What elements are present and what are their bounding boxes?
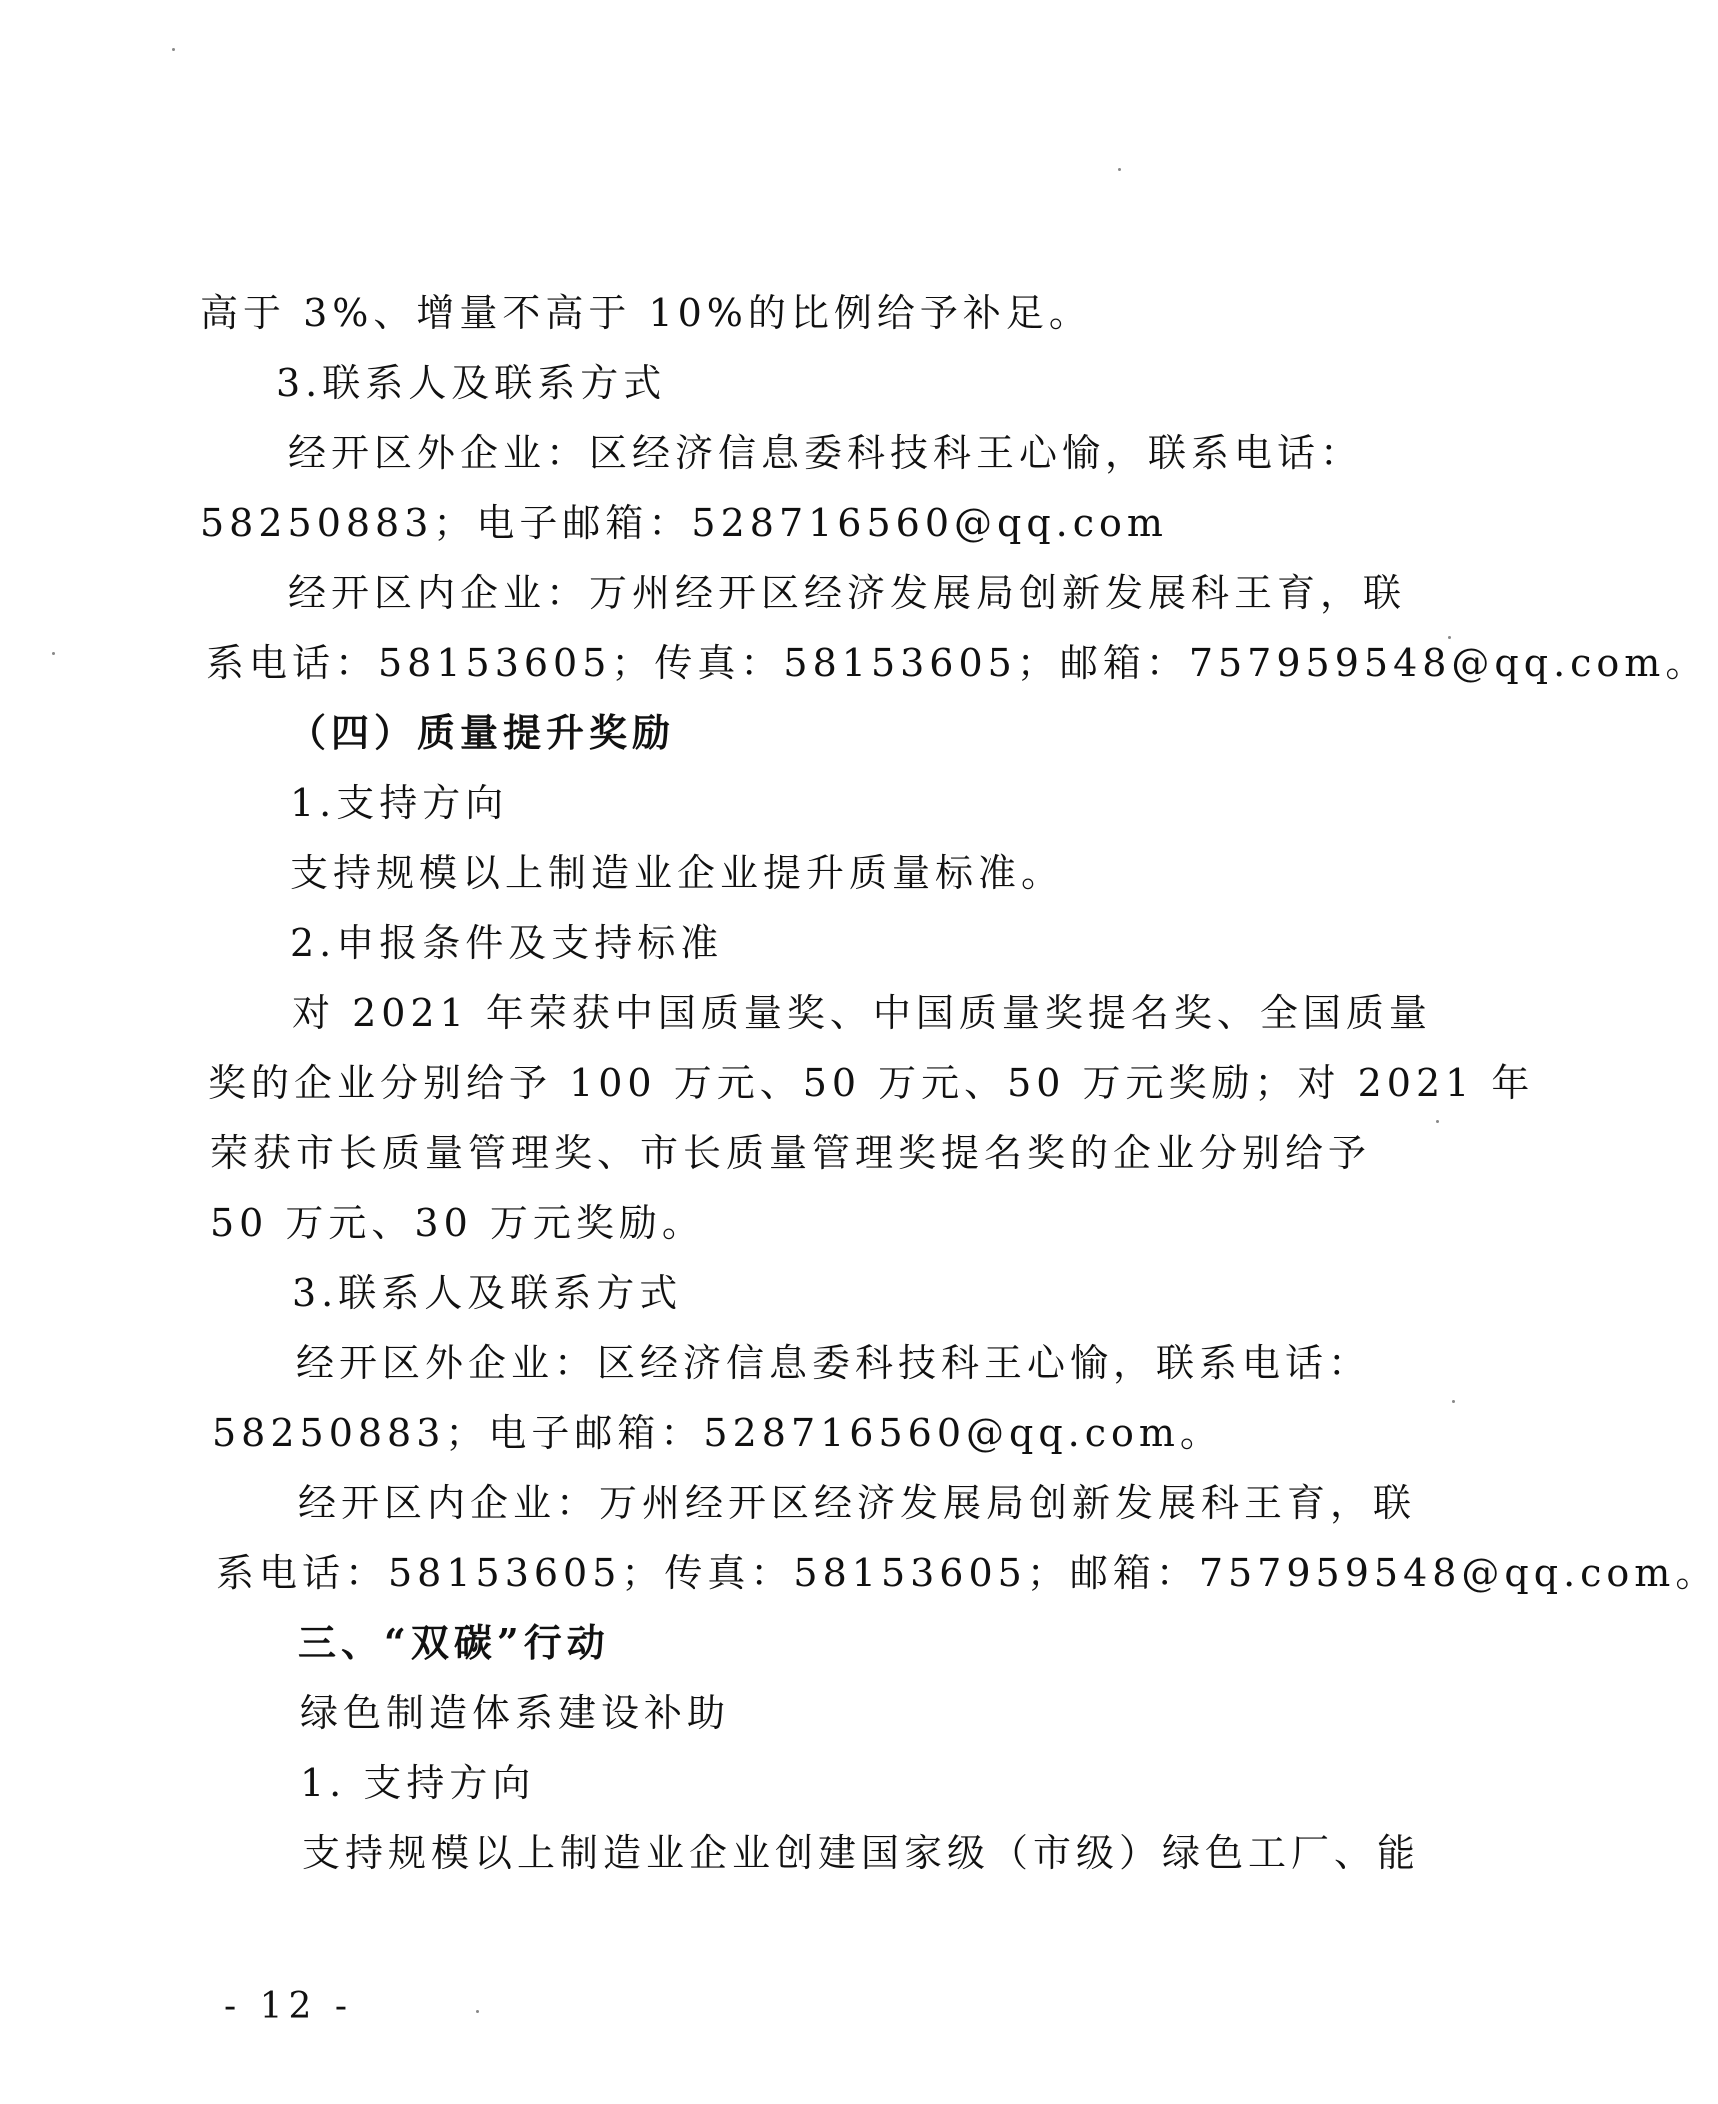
scan-speck <box>1452 1400 1455 1403</box>
text-line-2: 3.联系人及联系方式 <box>276 361 667 405</box>
text-line-19: 系电话：58153605；传真：58153605；邮箱：757959548@qq.com。 <box>216 1551 1718 1595</box>
text-line-5: 经开区内企业：万州经开区经济发展局创新发展科王育，联 <box>288 571 1407 615</box>
text-line-6: 系电话：58153605；传真：58153605；邮箱：757959548@qq.com。 <box>206 641 1709 685</box>
section-heading-dual-carbon: 三、“双碳”行动 <box>298 1620 610 1665</box>
scan-speck <box>52 652 55 655</box>
text-line-4: 58250883；电子邮箱：528716560@qq.com <box>200 501 1168 545</box>
text-line-22: 1. 支持方向 <box>300 1761 536 1805</box>
scan-speck <box>1118 168 1121 171</box>
text-line-1: 高于 3%、增量不高于 10%的比例给予补足。 <box>200 291 1092 335</box>
scan-speck <box>476 2010 479 2013</box>
text-line-10: 2.申报条件及支持标准 <box>290 921 724 965</box>
section-heading-quality: （四）质量提升奖励 <box>288 710 676 755</box>
page-number: - 12 - <box>224 1986 354 2027</box>
text-line-9: 支持规模以上制造业企业提升质量标准。 <box>290 851 1065 895</box>
text-line-16: 经开区外企业：区经济信息委科技科王心愉，联系电话： <box>296 1341 1372 1385</box>
text-line-18: 经开区内企业：万州经开区经济发展局创新发展科王育，联 <box>298 1481 1417 1525</box>
text-line-13: 荣获市长质量管理奖、市长质量管理奖提名奖的企业分别给予 <box>210 1131 1372 1175</box>
scan-speck <box>1448 636 1451 639</box>
scan-speck <box>1436 1120 1439 1123</box>
text-line-15: 3.联系人及联系方式 <box>292 1271 683 1315</box>
text-line-21: 绿色制造体系建设补助 <box>300 1691 731 1735</box>
text-line-14: 50 万元、30 万元奖励。 <box>210 1201 705 1245</box>
text-line-11: 对 2021 年荣获中国质量奖、中国质量奖提名奖、全国质量 <box>292 991 1432 1035</box>
text-line-3: 经开区外企业：区经济信息委科技科王心愉，联系电话： <box>288 431 1364 475</box>
text-line-8: 1.支持方向 <box>290 781 509 825</box>
text-line-12: 奖的企业分别给予 100 万元、50 万元、50 万元奖励；对 2021 年 <box>208 1061 1535 1105</box>
text-line-17: 58250883；电子邮箱：528716560@qq.com。 <box>212 1411 1223 1455</box>
scan-speck <box>172 48 175 51</box>
text-line-23: 支持规模以上制造业企业创建国家级（市级）绿色工厂、能 <box>302 1831 1421 1875</box>
